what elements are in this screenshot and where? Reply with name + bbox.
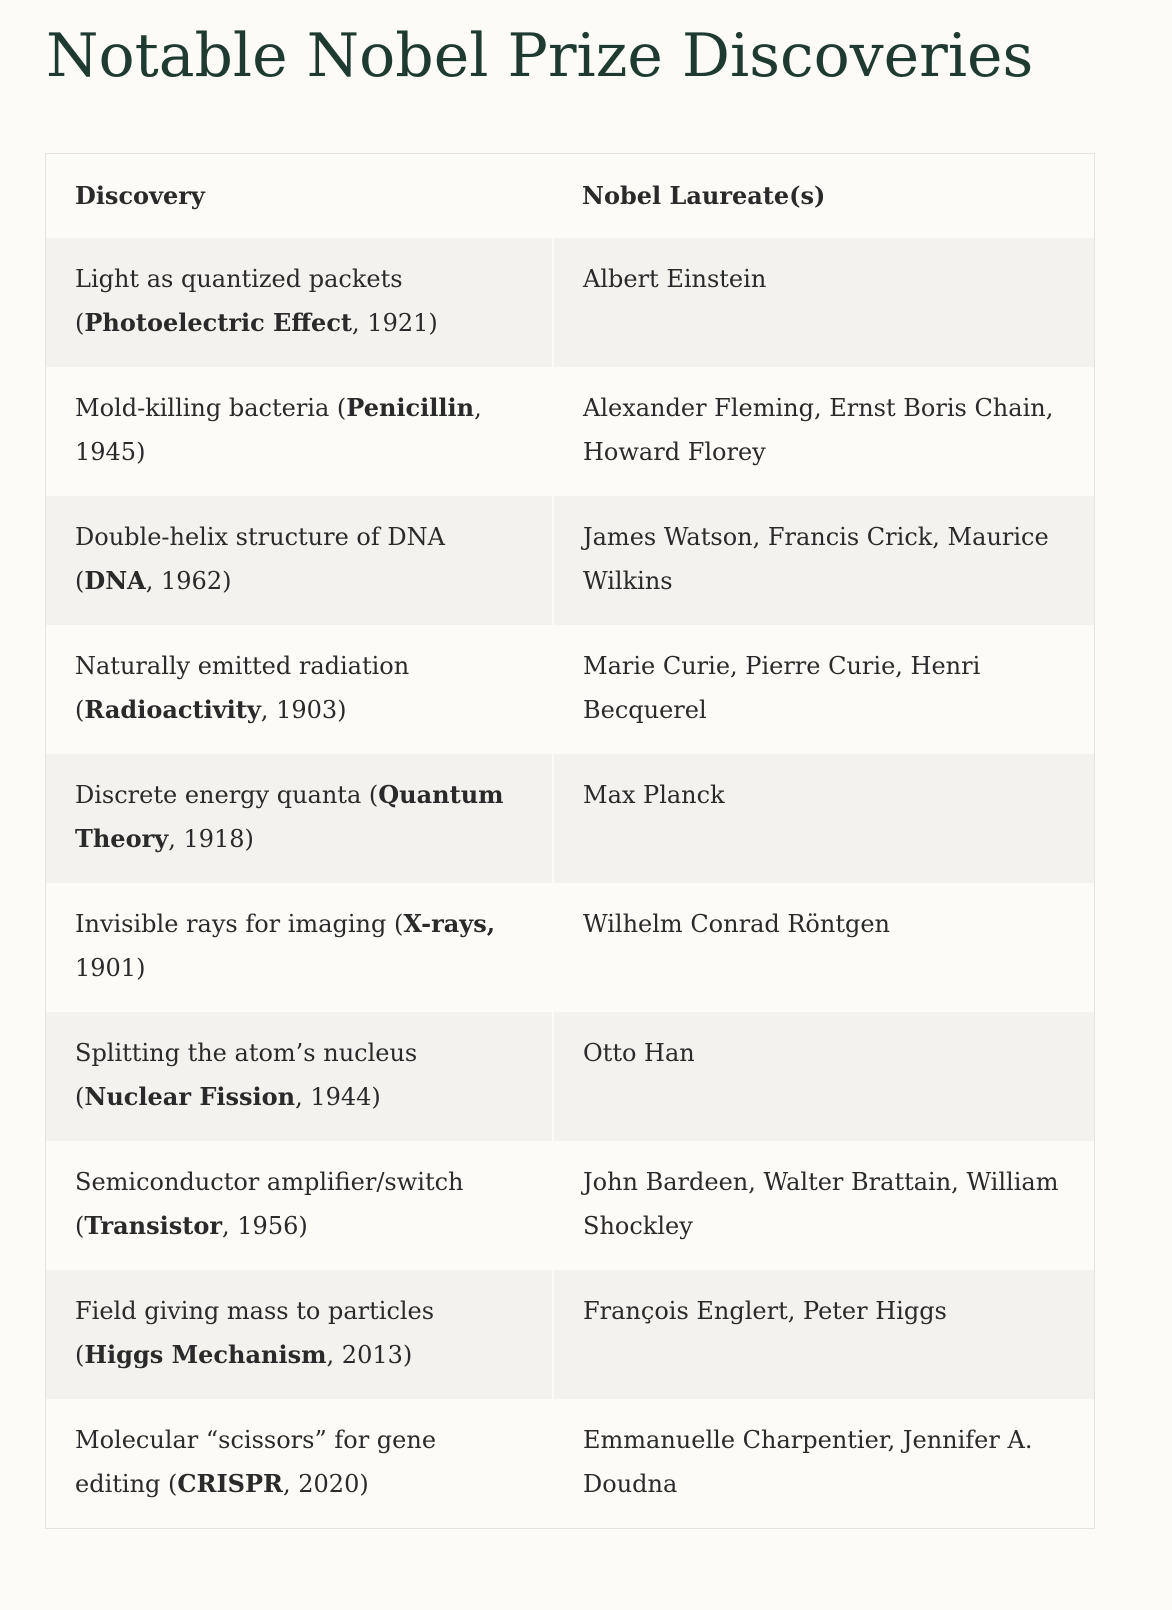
discovery-year: 1903 — [276, 696, 338, 724]
discovery-cell: Splitting the atom’s nucleus (Nuclear Fission, 1944) — [46, 1012, 553, 1141]
discovery-cell: Molecular “scissors” for gene editing (CRISPR, 2020) — [46, 1399, 553, 1528]
table-row — [46, 1270, 1094, 1399]
discovery-cell: Naturally emitted radiation (Radioactivity, 1903) — [46, 625, 553, 754]
laureates-cell: Marie Curie, Pierre Curie, Henri Becquerel — [583, 652, 981, 724]
header-laureates: Nobel Laureate(s) — [553, 154, 1094, 238]
discovery-name: DNA — [84, 566, 146, 595]
table-row — [46, 625, 1094, 754]
laureates-cell: Otto Han — [553, 1012, 1094, 1141]
discovery-year: 2020 — [298, 1470, 360, 1498]
table-row — [46, 1141, 1094, 1270]
discovery-year: 1901 — [75, 954, 137, 982]
discovery-name: Transistor — [84, 1211, 223, 1240]
table-row — [46, 1012, 1094, 1141]
discovery-name: X-rays, — [403, 909, 496, 938]
discovery-year: 1921 — [367, 309, 429, 337]
discovery-year: 1956 — [237, 1212, 299, 1240]
discovery-name: Penicillin — [346, 393, 475, 422]
discovery-name: Quantum Theory — [75, 780, 504, 853]
laureates-cell: John Bardeen, Walter Brattain, William Shockley — [583, 1168, 1059, 1240]
table-row — [46, 496, 1094, 625]
discovery-name: Nuclear Fission — [84, 1082, 296, 1111]
table-row — [46, 754, 1094, 883]
discovery-description: Discrete energy quanta — [75, 781, 362, 809]
table-row — [46, 238, 1094, 367]
laureates-cell: Albert Einstein — [553, 238, 1094, 367]
discovery-description: Splitting the atom’s nucleus — [75, 1039, 418, 1067]
discovery-cell: Field giving mass to particles (Higgs Mechanism, 2013) — [46, 1270, 553, 1399]
discovery-cell: Mold-killing bacteria (Penicillin, 1945) — [46, 367, 553, 496]
laureates-cell: Emmanuelle Charpentier, Jennifer A. Doudna — [583, 1426, 1033, 1498]
discovery-cell: Semiconductor amplifier/switch (Transistor, 1956) — [46, 1141, 553, 1270]
discovery-year: 1945 — [75, 438, 137, 466]
discovery-cell: Light as quantized packets (Photoelectric Effect, 1921) — [46, 238, 553, 367]
header-discovery: Discovery — [46, 154, 553, 238]
table-body — [46, 238, 1094, 1528]
discovery-description: Naturally emitted radiation — [75, 652, 410, 680]
discovery-description: Light as quantized packets — [75, 265, 403, 293]
discoveries-table-card — [45, 153, 1095, 1529]
discovery-description: Field giving mass to particles — [75, 1297, 435, 1325]
discoveries-table — [46, 154, 1094, 1528]
discovery-name: Photoelectric Effect — [84, 308, 353, 337]
discovery-cell: Double-helix structure of DNA (DNA, 1962) — [46, 496, 553, 625]
discovery-year: 2013 — [341, 1341, 403, 1369]
discovery-year: 1918 — [183, 825, 245, 853]
discovery-year: 1944 — [310, 1083, 372, 1111]
laureates-cell: James Watson, Francis Crick, Maurice Wilkins — [553, 496, 1094, 625]
discovery-description: Semiconductor amplifier/switch — [75, 1168, 464, 1196]
discovery-name: Higgs Mechanism — [84, 1340, 327, 1369]
page-title: Notable Nobel Prize Discoveries — [46, 21, 1034, 91]
discovery-description: Invisible rays for imaging — [75, 910, 387, 938]
table-row — [46, 367, 1094, 496]
discovery-description: Double-helix structure of DNA — [75, 523, 445, 551]
laureates-cell: Alexander Fleming, Ernst Boris Chain, Howard Florey — [583, 394, 1054, 466]
table-row — [46, 883, 1094, 1012]
discovery-description: Mold-killing bacteria — [75, 394, 330, 422]
discovery-year: 1962 — [161, 567, 223, 595]
discovery-cell: Invisible rays for imaging (X-rays, 1901) — [46, 883, 553, 1012]
table-row — [46, 1399, 1094, 1528]
laureates-cell: François Englert, Peter Higgs — [553, 1270, 1094, 1399]
discovery-description: Molecular “scissors” for gene editing — [75, 1426, 437, 1498]
discovery-name: Radioactivity — [84, 695, 261, 724]
table-header-row — [46, 154, 1094, 238]
laureates-cell: Max Planck — [553, 754, 1094, 883]
discovery-name: CRISPR — [177, 1469, 283, 1498]
discovery-cell: Discrete energy quanta (Quantum Theory, 1918) — [46, 754, 553, 883]
laureates-cell: Wilhelm Conrad Röntgen — [583, 910, 891, 938]
